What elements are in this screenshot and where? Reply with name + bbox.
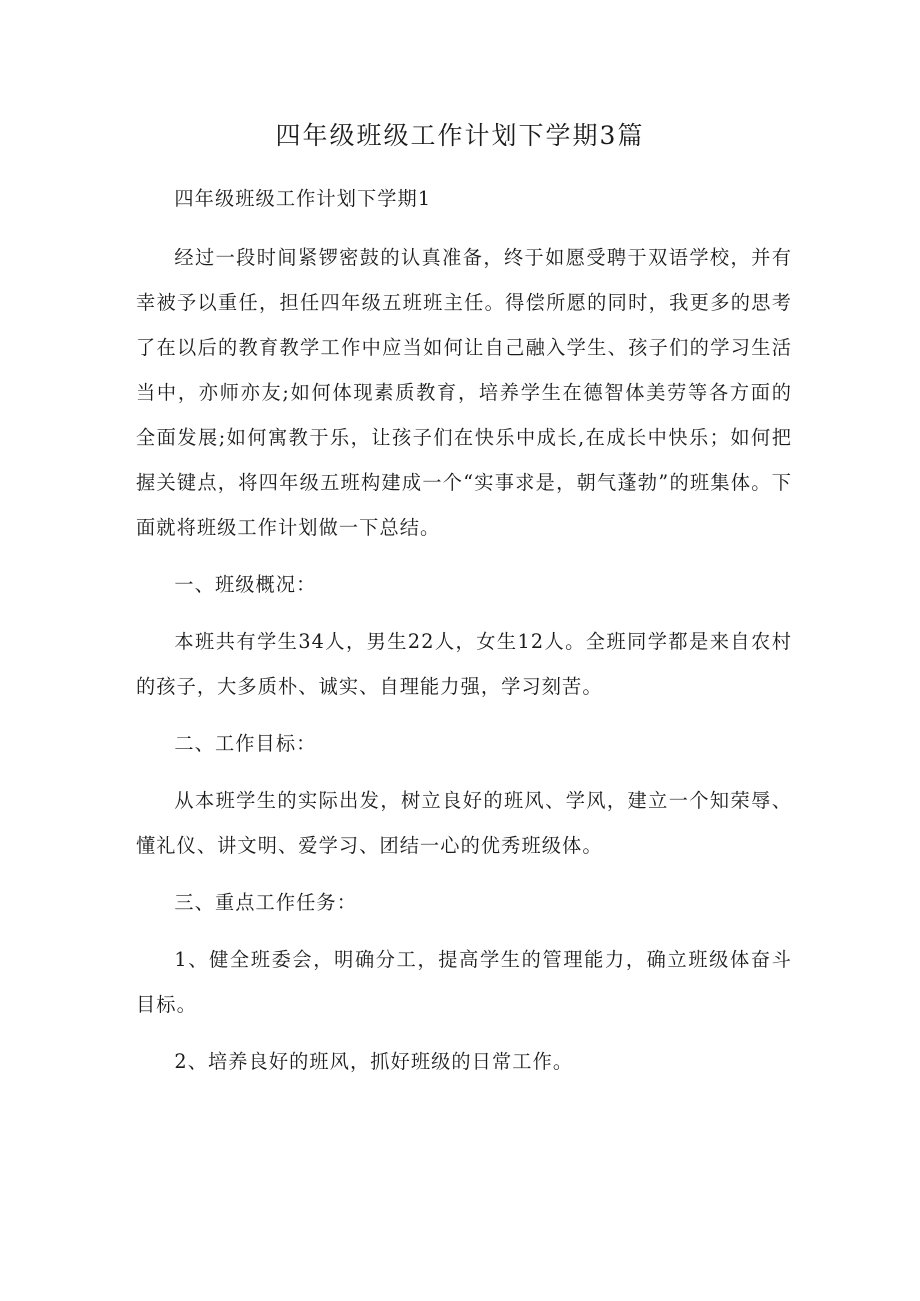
paragraph-overview: 本班共有学生34人，男生22人，女生12人。全班同学都是来自农村的孩子，大多质朴、诚实、自理能力强，学习刻苦。 bbox=[136, 630, 792, 698]
paragraph-task-2: 2、培养良好的班风，抓好班级的日常工作。 bbox=[174, 1050, 574, 1073]
section-heading: 四年级班级工作计划下学期1 bbox=[174, 187, 432, 210]
section-heading-overview: 一、班级概况： bbox=[174, 573, 317, 596]
document-title: 四年级班级工作计划下学期3篇 bbox=[275, 121, 645, 150]
document-body bbox=[136, 176, 792, 1096]
section-heading-goals: 二、工作目标： bbox=[174, 732, 317, 755]
section-heading-tasks: 三、重点工作任务： bbox=[174, 891, 357, 914]
paragraph-intro: 经过一段时间紧锣密鼓的认真准备，终于如愿受聘于双语学校，并有幸被予以重任，担任四年级五班班主任。得偿所愿的同时，我更多的思考了在以后的教育教学工作中应当如何让自己融入学生、孩子们的学习生活当中，亦师亦友;如何体现素质教育，培养学生在德智体美劳等各方面的全面发展;如何寓教于乐，让孩子们在快乐中成长,在成长中快乐；如何把握关键点，将四年级五班构建成一个“实事求是，朝气蓬勃”的班集体。下面就将班级工作计划做一下总结。 bbox=[136, 246, 792, 539]
paragraph-goals: 从本班学生的实际出发，树立良好的班风、学风，建立一个知荣辱、懂礼仪、讲文明、爱学习、团结一心的优秀班级体。 bbox=[136, 789, 792, 857]
paragraph-task-1: 1、健全班委会，明确分工，提高学生的管理能力，确立班级体奋斗目标。 bbox=[136, 948, 792, 1016]
